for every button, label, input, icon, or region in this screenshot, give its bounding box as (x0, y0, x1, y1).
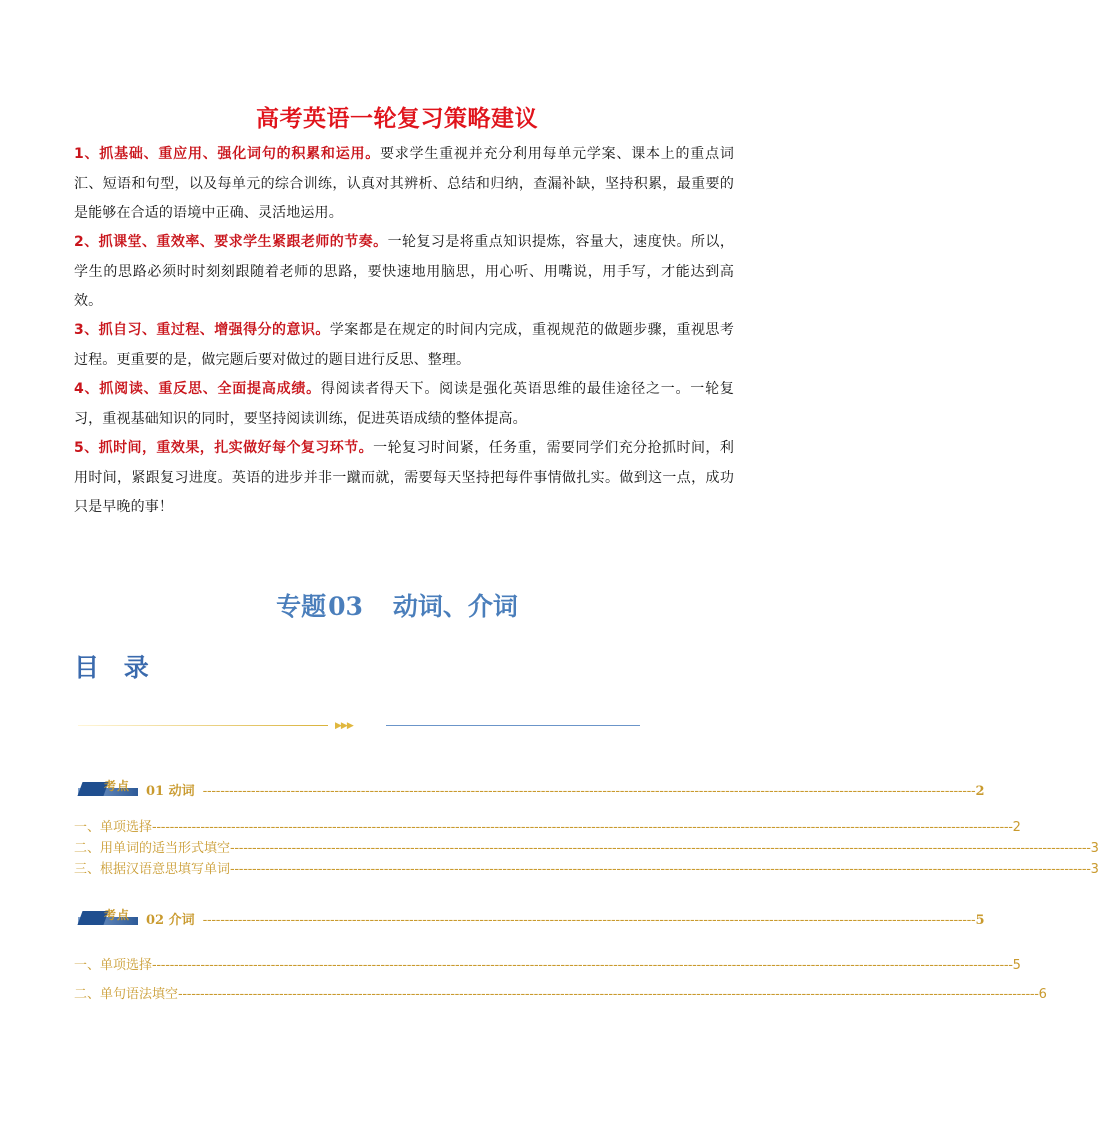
strategy-lead: 1、抓基础、重应用、强化词句的积累和运用。 (74, 146, 381, 162)
topic-prefix: 专题 (276, 592, 327, 621)
badge-label: 考点 (104, 908, 131, 922)
toc-leader: ---------------------------------------------------------------------------------------------------------------------------------------------------------------------------------------------------- (230, 862, 1091, 877)
toc-leader: ---------------------------------------------------------------------------------------------------------------------------------------------------------------------------------------------------- (178, 987, 1039, 1002)
toc-item-text: 三、根据汉语意思填写单词 (74, 862, 231, 877)
strategy-body: 一轮复习是将重点知识提炼，容量大，速度快。所以，学生的思路必须时时刻刻跟随着老师的思路，要快速地用脑思，用心听、用嘴说，用手写，才能达到高效。 (74, 234, 734, 309)
toc-page-number: 5 (975, 913, 985, 928)
toc-leader: ---------------------------------------------------------------------------------------------------------------------------------------------------------------------------------------------------- (230, 841, 1091, 856)
strategy-paragraph-4 (74, 375, 734, 434)
toc-leader: ---------------------------------------------------------------------------------------------------------------------------------------------------------------------------------------------------- (152, 958, 1013, 973)
strategy-lead: 4、抓阅读、重反思、全面提高成绩。 (74, 381, 321, 397)
strategy-body: 一轮复习时间紧，任务重，需要同学们充分抢抓时间，利用时间，紧跟复习进度。英语的进步并非一蹴而就，需要每天坚持把每件事情做扎实。做到这一点，成功只是早晚的事！ (74, 440, 734, 515)
kaodian-badge (76, 909, 140, 927)
toc-page-number: 2 (975, 784, 985, 799)
triple-arrow-icon: ▶▶▶ (335, 721, 353, 731)
toc-divider (78, 720, 640, 732)
badge-label: 考点 (104, 779, 131, 793)
topic-number: 03 (328, 592, 363, 621)
toc-item-text: 二、用单词的适当形式填空 (74, 841, 231, 856)
strategy-paragraph-3 (74, 316, 734, 375)
strategy-lead: 3、抓自习、重过程、增强得分的意识。 (74, 322, 330, 338)
strategy-body: 得阅读者得天下。阅读是强化英语思维的最佳途径之一。一轮复习，重视基础知识的同时，要坚持阅读训练，促进英语成绩的整体提高。 (74, 381, 734, 427)
kaodian-badge (76, 780, 140, 798)
toc-leader: -------------------------------------------------------------------------------------------------------------------------------------------------------------------------------- (202, 784, 976, 799)
divider-right-line (386, 725, 640, 726)
toc-page-number: 2 (1012, 820, 1021, 835)
toc-item-text: 一、单项选择 (74, 958, 153, 973)
toc-page-number: 5 (1012, 958, 1021, 973)
strategy-paragraph-5 (74, 434, 734, 523)
toc-title: 目 录 (74, 653, 157, 682)
toc-section-verb[interactable] (146, 780, 985, 804)
toc-section-label: 01 动词 (146, 784, 195, 799)
strategy-body: 要求学生重视并充分利用每单元学案、课本上的重点词汇、短语和句型，以及每单元的综合训练，认真对其辨析、总结和归纳，查漏补缺，坚持积累，最重要的是能够在合适的语境中正确、灵活地运用。 (74, 146, 734, 221)
strategy-lead: 2、抓课堂、重效率、要求学生紧跟老师的节奏。 (74, 234, 388, 250)
toc-section-preposition[interactable] (146, 909, 985, 933)
toc-item-text: 二、单句语法填空 (74, 987, 179, 1002)
toc-item-text: 一、单项选择 (74, 820, 153, 835)
topic-title (0, 589, 794, 625)
toc-item[interactable] (74, 956, 1021, 976)
toc-section-label: 02 介词 (146, 913, 195, 928)
toc-leader: -------------------------------------------------------------------------------------------------------------------------------------------------------------------------------- (202, 913, 976, 928)
toc-leader: ---------------------------------------------------------------------------------------------------------------------------------------------------------------------------------------------------- (152, 820, 1013, 835)
toc-item[interactable] (74, 839, 1099, 859)
strategy-lead: 5、抓时间，重效果，扎实做好每个复习环节。 (74, 440, 374, 456)
strategy-body: 学案都是在规定的时间内完成，重视规范的做题步骤，重视思考过程。更重要的是，做完题后要对做过的题目进行反思、整理。 (74, 322, 734, 368)
toc-item[interactable] (74, 860, 1099, 880)
strategy-paragraph-2 (74, 228, 734, 317)
strategy-paragraph-1 (74, 140, 734, 229)
toc-item[interactable] (74, 818, 1021, 838)
toc-item[interactable] (74, 985, 1047, 1005)
toc-page-number: 3 (1090, 841, 1099, 856)
toc-page-number: 3 (1090, 862, 1099, 877)
divider-left-line (78, 725, 328, 726)
page-title: 高考英语一轮复习策略建议 (256, 106, 538, 132)
toc-page-number: 6 (1038, 987, 1047, 1002)
topic-name: 动词、介词 (392, 592, 518, 621)
